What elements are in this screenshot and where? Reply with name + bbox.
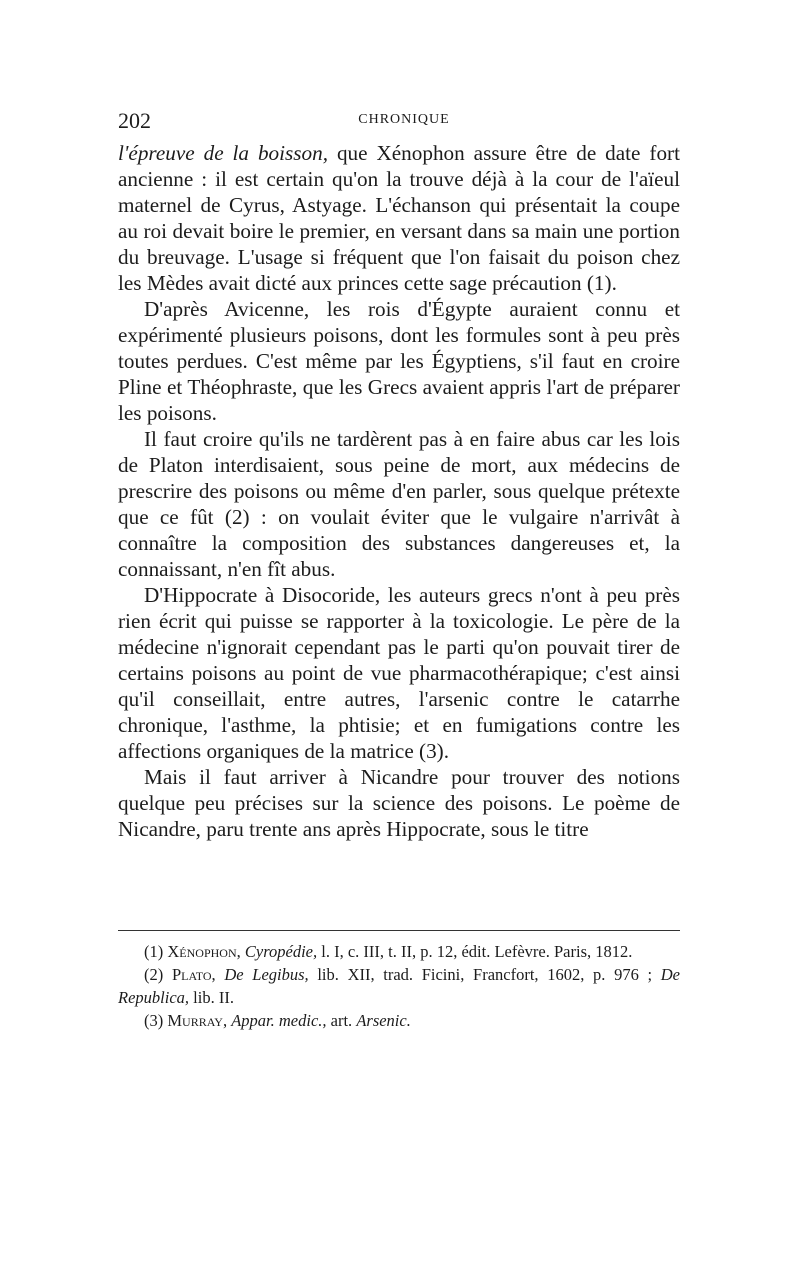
- paragraph-3: Il faut croire qu'ils ne tardèrent pas à en faire abus car les lois de Platon interdisaient, sous peine de mort, aux médecins de prescrire des poisons ou même d'en parler, sous quelque prétexte que ce fût (2) : on voulait éviter que le vulgaire n'arrivât à connaître la composition des substances dangereuses et, la connaissant, n'en fît abus.: [118, 427, 680, 581]
- footnotes: [118, 940, 680, 1032]
- footnote-1-author: Xénophon,: [167, 942, 241, 961]
- footnote-2: [118, 963, 680, 1009]
- running-head: [118, 108, 680, 138]
- footnote-1-text: l. I, c. III, t. II, p. 12, édit. Lefèvre. Paris, 1812.: [317, 942, 633, 961]
- footnote-1-work: Cyropédie,: [244, 942, 318, 961]
- paragraph-2: D'après Avicenne, les rois d'Égypte auraient connu et expérimenté plusieurs poisons, dont les formules sont à peu près toutes perdues. C'est même par les Égyptiens, s'il faut en croire Pline et Théophraste, que les Grecs avaient appris l'art de préparer les poisons.: [118, 297, 680, 425]
- header-title: CHRONIQUE: [358, 112, 450, 127]
- footnote-2-number: (2): [144, 965, 164, 984]
- footnote-3-work2: Arsenic.: [356, 1011, 411, 1030]
- footnote-3-text: art.: [326, 1011, 357, 1030]
- footnote-3-number: (3): [144, 1011, 164, 1030]
- paragraph-1-italic: l'épreuve de la boisson,: [118, 141, 329, 165]
- footnote-2-author: Plato,: [171, 965, 216, 984]
- footnote-2-work2: De Republica,: [118, 965, 681, 1007]
- footnote-3-work: Appar. medic.,: [231, 1011, 327, 1030]
- footnote-3-author: Murray,: [167, 1011, 228, 1030]
- footnote-2-text: lib. XII, trad. Ficini, Francfort, 1602, p. 976 ;: [308, 965, 661, 984]
- footnote-2-text2: lib. II.: [189, 988, 234, 1007]
- footnote-1: [118, 940, 680, 963]
- footnote-2-work: De Legibus,: [224, 965, 309, 984]
- paragraph-1-text: que Xénophon assure être de date fort ancienne : il est certain qu'on la trouve déjà à la cour de l'aïeul maternel de Cyrus, Astyage. L'échanson qui présentait la coupe au roi devait boire le premier, en versant dans sa main une portion du breuvage. L'usage si fréquent que l'on faisait du poison chez les Mèdes avait dicté aux princes cette sage précaution (1).: [118, 141, 680, 295]
- page-number: 202: [118, 108, 151, 133]
- footnote-divider: [118, 930, 680, 931]
- paragraph-1: [118, 140, 680, 296]
- footnote-3: [118, 1009, 680, 1032]
- body-text: [118, 140, 680, 842]
- paragraph-5: Mais il faut arriver à Nicandre pour trouver des notions quelque peu précises sur la science des poisons. Le poème de Nicandre, paru trente ans après Hippocrate, sous le titre: [118, 765, 680, 841]
- paragraph-4: D'Hippocrate à Disocoride, les auteurs grecs n'ont à peu près rien écrit qui puisse se rapporter à la toxicologie. Le père de la médecine n'ignorait cependant pas le parti qu'on pouvait tirer de certains poisons au point de vue pharmacothérapique; c'est ainsi qu'il conseillait, entre autres, l'arsenic contre le catarrhe chronique, l'asthme, la phtisie; et en fumigations contre les affections organiques de la matrice (3).: [118, 583, 680, 763]
- footnote-1-number: (1): [144, 942, 164, 961]
